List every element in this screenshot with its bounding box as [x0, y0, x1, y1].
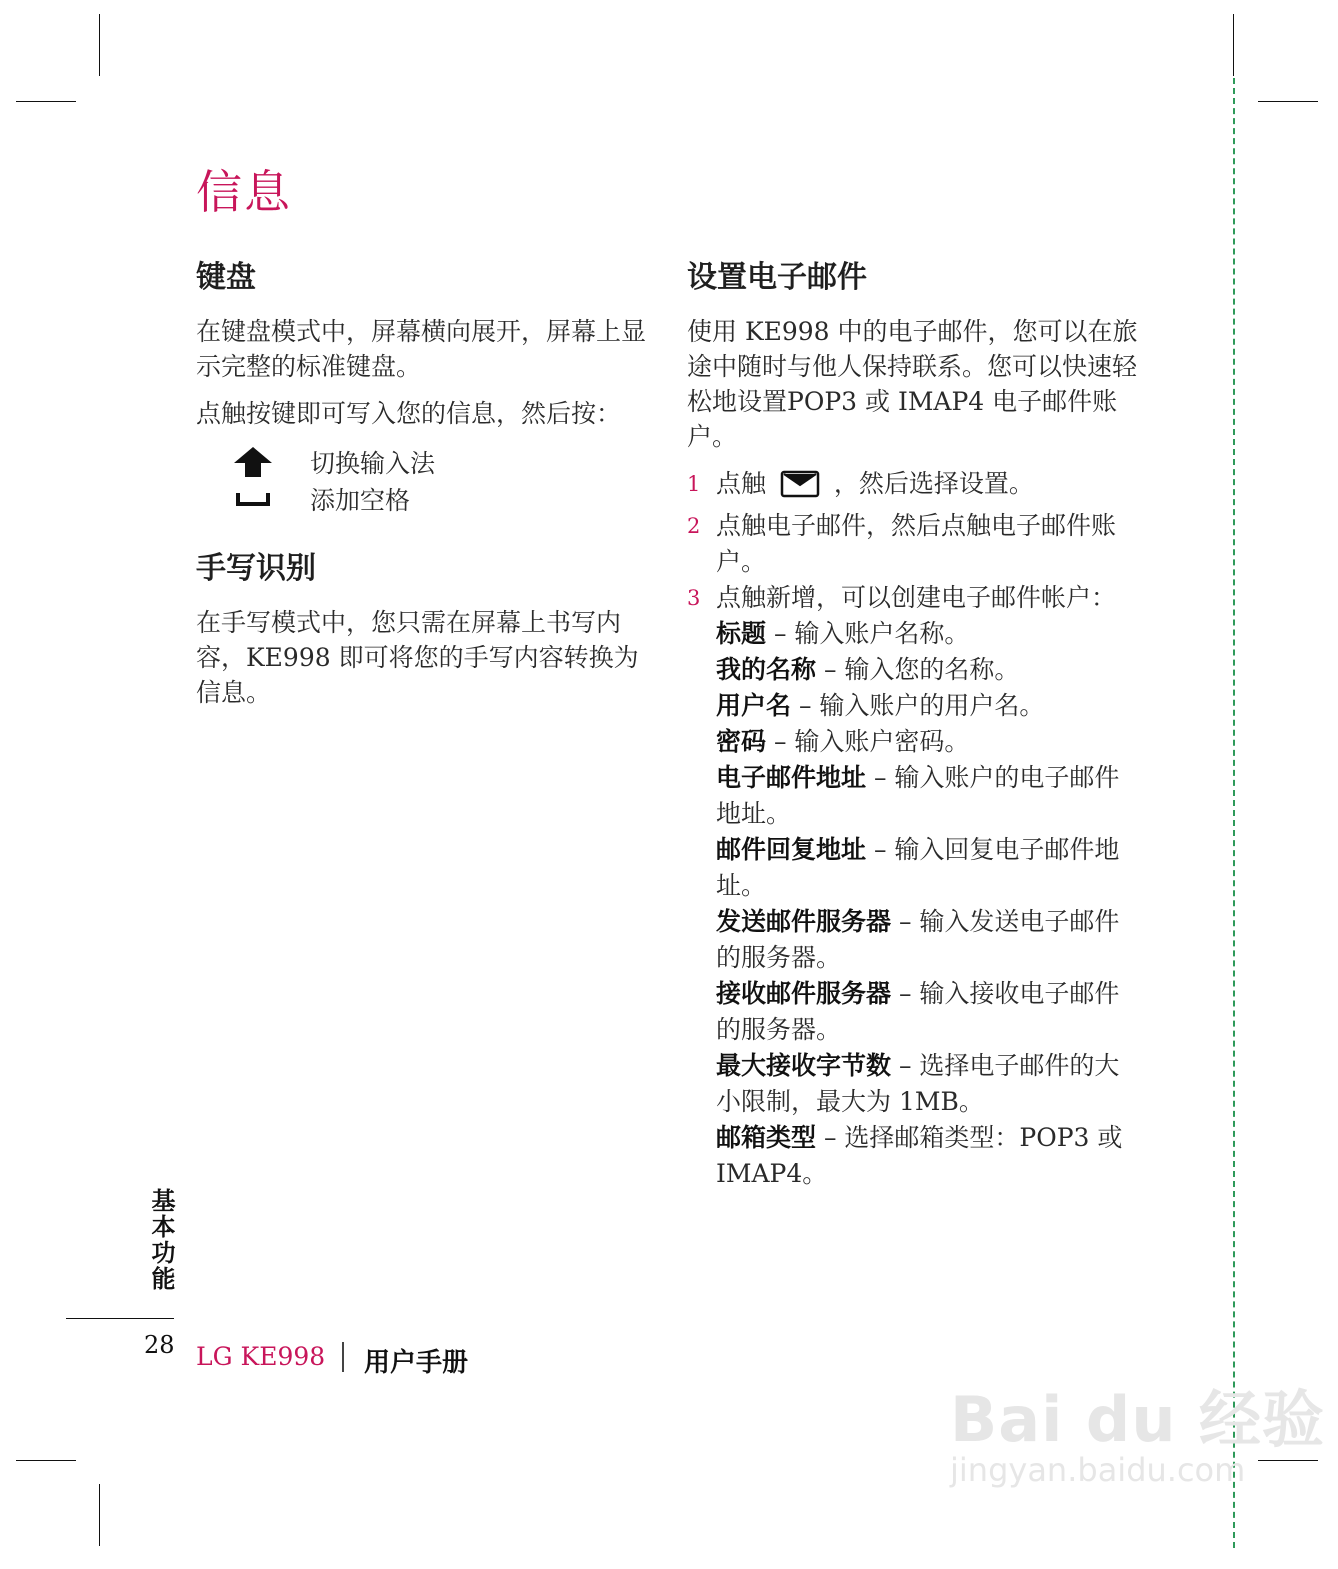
- field-item: [716, 652, 1142, 688]
- fold-line: [1233, 78, 1235, 1548]
- handwriting-heading: 手写识别: [196, 551, 316, 586]
- crop-mark: [1258, 101, 1318, 102]
- field-item: [716, 616, 1142, 652]
- field-name: 接收邮件服务器: [716, 979, 892, 1008]
- keyboard-paragraph-1: 在键盘模式中，屏幕横向展开，屏幕上显示完整的标准键盘。: [196, 317, 647, 381]
- field-name: 邮箱类型: [716, 1123, 817, 1152]
- field-name: 邮件回复地址: [716, 835, 867, 864]
- field-description: – 输入账户的用户名。: [791, 691, 1045, 720]
- section-side-label: 基本功能: [147, 1188, 175, 1292]
- baidu-watermark: [950, 1370, 1325, 1489]
- field-name: 最大接收字节数: [716, 1051, 892, 1080]
- manual-label: 用户手册: [364, 1348, 469, 1378]
- field-name: 我的名称: [716, 655, 817, 684]
- step-item: [687, 580, 1142, 1192]
- icon-row-space: [196, 480, 656, 517]
- steps-list: [687, 466, 1142, 1192]
- icon-row-shift: [196, 443, 656, 480]
- space-icon: [196, 490, 310, 508]
- field-item: [716, 976, 1142, 1048]
- step-text-before: 点触: [716, 469, 767, 498]
- step-item: [687, 508, 1142, 580]
- field-item: [716, 688, 1142, 724]
- field-item: [716, 1120, 1142, 1192]
- keyboard-heading: 键盘: [196, 260, 256, 295]
- crop-mark: [16, 1460, 76, 1461]
- field-description: – 输入发送电子邮件的服务器。: [716, 907, 1120, 972]
- brand-model: LG KE998: [196, 1342, 326, 1371]
- keyboard-paragraph-2: 点触按键即可写入您的信息，然后按：: [196, 399, 622, 428]
- shift-arrow-icon: [196, 446, 310, 478]
- field-description: – 输入回复电子邮件地址。: [716, 835, 1120, 900]
- step-text: 点触电子邮件，然后点触电子邮件账户。: [716, 511, 1117, 576]
- page-number: 28: [144, 1331, 175, 1359]
- field-description: – 选择电子邮件的大小限制，最大为 1MB。: [716, 1051, 1120, 1116]
- email-heading: 设置电子邮件: [687, 260, 867, 295]
- footer-separator: [342, 1342, 344, 1372]
- field-item: [716, 760, 1142, 832]
- field-description: – 输入账户名称。: [766, 619, 970, 648]
- email-intro: 使用 KE998 中的电子邮件，您可以在旅途中随时与他人保持联系。您可以快速轻松地设置POP3 或 IMAP4 电子邮件账户。: [687, 317, 1138, 451]
- field-name: 发送邮件服务器: [716, 907, 892, 936]
- crop-mark: [1258, 1460, 1318, 1461]
- crop-mark: [16, 101, 76, 102]
- field-item: [716, 832, 1142, 904]
- icon-label-space: 添加空格: [310, 485, 411, 515]
- step-number: 3: [687, 586, 701, 610]
- icon-label-shift: 切换输入法: [310, 448, 436, 478]
- field-name: 电子邮件地址: [716, 763, 867, 792]
- page-title: 信息: [196, 165, 292, 219]
- watermark-sub: jingyan.baidu.com: [950, 1451, 1246, 1489]
- watermark-main: Bai du 经验: [950, 1383, 1326, 1456]
- crop-mark: [1233, 14, 1234, 76]
- step-number: 2: [687, 514, 701, 538]
- field-item: [716, 904, 1142, 976]
- left-column: [196, 252, 656, 722]
- field-name: 标题: [716, 619, 767, 648]
- mail-icon: [780, 470, 820, 508]
- right-column: [687, 252, 1142, 1192]
- step-text: 点触新增，可以创建电子邮件帐户：: [716, 583, 1117, 612]
- field-name: 用户名: [716, 691, 792, 720]
- handwriting-paragraph: 在手写模式中，您只需在屏幕上书写内容，KE998 即可将您的手写内容转换为信息。: [196, 608, 639, 707]
- field-description: – 输入账户密码。: [766, 727, 970, 756]
- field-description: – 选择邮箱类型：POP3 或 IMAP4。: [716, 1123, 1123, 1188]
- step-text-after: ，然后选择设置。: [833, 469, 1034, 498]
- field-list: [716, 616, 1142, 1192]
- field-description: – 输入账户的电子邮件地址。: [716, 763, 1120, 828]
- step-number: 1: [687, 472, 701, 496]
- field-item: [716, 724, 1142, 760]
- step-item: [687, 466, 1142, 508]
- field-description: – 输入接收电子邮件的服务器。: [716, 979, 1120, 1044]
- field-item: [716, 1048, 1142, 1120]
- crop-mark: [99, 1484, 100, 1546]
- footer-divider: [66, 1318, 174, 1319]
- field-name: 密码: [716, 727, 767, 756]
- crop-mark: [99, 14, 100, 76]
- field-description: – 输入您的名称。: [816, 655, 1020, 684]
